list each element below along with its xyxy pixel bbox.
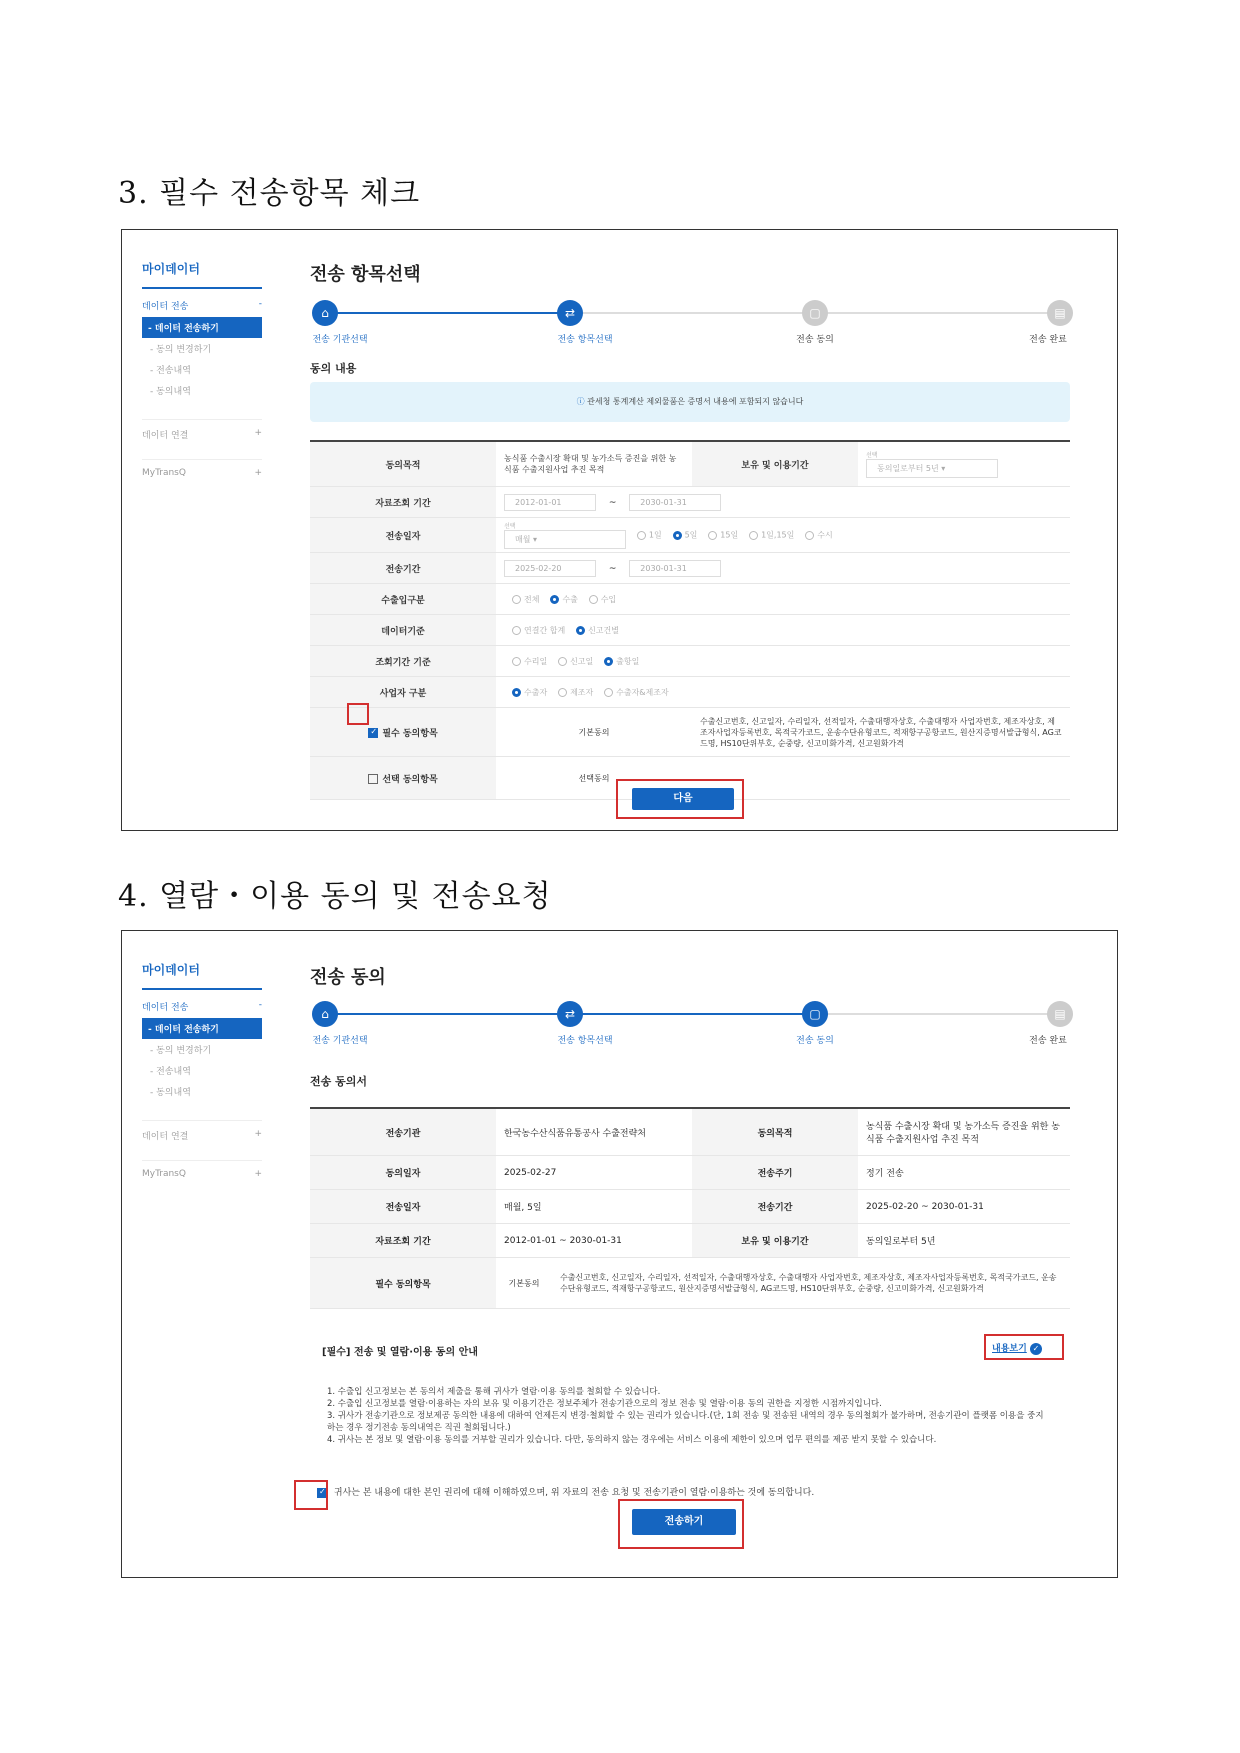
chevron-down-icon: ▾ [533, 535, 538, 544]
sidebar-item-transfer[interactable]: - 데이터 전송하기 [142, 317, 262, 338]
required-items-list: 수출신고번호, 신고일자, 수리일자, 선적일자, 수출대행자상호, 수출대행자 사업자번호, 제조자상호, 제조자사업자등록번호, 목적국가코드, 운송수단유형코드, 적재항구공항코드, 원산지증명서발급형식, AG코드명, HS10단위부호, 순중량, 신고미화가격, 신고원화가격 [692, 708, 1070, 757]
org-value: 한국농수산식품유통공사 수출전략처 [496, 1108, 692, 1156]
purpose-label: 동의목적 [310, 441, 496, 487]
agreement-item: 3. 귀사가 전송기관으로 정보제공 동의한 내용에 대하여 언제든지 변경·철회할 수 있는 권리가 있습니다.(단, 1회 전송 및 전송된 내역의 경우 동의철회가 불가하며, 전송기관이 플랫폼 이용을 중지하는 경우 정기전송 동의내역은 직권 철회됩니다.) [327, 1411, 1044, 1433]
step-label-consent: 전송 동의 [796, 1036, 834, 1046]
send-date-label: 전송일자 [310, 1190, 496, 1224]
period-to-input[interactable]: 2030-01-31 [629, 560, 721, 577]
step-label-institution: 전송 기관선택 [312, 1036, 368, 1046]
radio-qbase-report[interactable] [558, 657, 567, 666]
step-label-complete: 전송 완료 [1029, 335, 1067, 345]
query-period-value: 2012-01-01 ~ 2030-01-31 [496, 1224, 692, 1258]
required-type: 기본동의 [508, 1278, 540, 1288]
radio-biz-both[interactable] [604, 688, 613, 697]
shuffle-icon: ⇄ [557, 300, 583, 326]
sidebar-item-consent-history[interactable]: - 동의내역 [150, 1088, 191, 1098]
agreement-item: 4. 귀사는 본 정보 및 열람·이용 동의를 거부할 권리가 있습니다. 다만, 동의하지 않는 경우에는 서비스 이용에 제한이 있으며 업무 편의를 제공 받지 못할 수 있습니다. [327, 1435, 937, 1445]
send-button[interactable]: 전송하기 [632, 1509, 736, 1535]
highlight-view-more [984, 1334, 1064, 1360]
notice-banner [310, 382, 1070, 422]
screenshot-frame-step4 [121, 930, 1118, 1578]
optional-type: 선택동의 [496, 757, 692, 800]
required-items-list: 수출신고번호, 신고일자, 수리일자, 선적일자, 수출대행자상호, 수출대행자 사업자번호, 제조자상호, 제조자사업자등록번호, 목적국가코드, 운송수단유형코드, 적재항구공항코드, 원산지증명서발급형식, AG코드명, HS10단위부호, 순중량, 신고미화가격, 신고원화가격 [560, 1273, 1057, 1293]
sidebar-title: 마이데이터 [142, 961, 262, 990]
sidebar-section-data-transfer[interactable]: 데이터 전송 - [142, 1000, 262, 1013]
query-to-input[interactable]: 2030-01-31 [629, 494, 721, 511]
radio-day-15[interactable] [708, 531, 717, 540]
cycle-label: 전송주기 [692, 1156, 858, 1190]
send-period-value: 2025-02-20 ~ 2030-01-31 [858, 1190, 1070, 1224]
radio-io-export[interactable] [550, 595, 559, 604]
section-4-heading: 4. 열람・이용 동의 및 전송요청 [118, 879, 552, 914]
radio-day-1-15[interactable] [749, 531, 758, 540]
required-type: 기본동의 [496, 708, 692, 757]
required-items-cell [310, 708, 496, 757]
required-items-label: 필수 동의항목 [310, 1258, 496, 1309]
progress-stepper [310, 300, 1070, 345]
check-circle-icon: ✓ [1030, 1343, 1042, 1355]
agreement-list [327, 1386, 1047, 1446]
retention-value: 동의일로부터 5년 [858, 1224, 1070, 1258]
section-3-heading: 3. 필수 전송항목 체크 [118, 176, 421, 211]
highlight-next-button [616, 779, 744, 819]
agreement-title: [필수] 전송 및 열람·이용 동의 안내 [322, 1347, 478, 1358]
highlight-required-checkbox [347, 703, 369, 725]
sidebar-item-data-link[interactable]: 데이터 연결 + [142, 419, 262, 441]
query-basis-label: 조회기간 기준 [310, 646, 496, 677]
view-more-link[interactable]: 내용보기 ✓ [992, 1341, 1042, 1355]
tilde: ~ [608, 563, 617, 574]
purpose-label: 동의목적 [692, 1108, 858, 1156]
query-period-label: 자료조회 기간 [310, 487, 496, 518]
consent-content-title: 동의 내용 [310, 362, 357, 375]
send-period-label: 전송기간 [692, 1190, 858, 1224]
step-label-items: 전송 항목선택 [557, 335, 613, 345]
purpose-value: 농식품 수출시장 확대 및 농가소득 증진을 위한 농식품 수출지원사업 추진 목적 [858, 1108, 1070, 1156]
sidebar-item-data-link[interactable]: 데이터 연결 + [142, 1120, 262, 1142]
notice-text: 관세청 통계계산 제외물품은 증명서 내용에 포함되지 않습니다 [587, 397, 804, 406]
radio-biz-maker[interactable] [558, 688, 567, 697]
retention-label: 보유 및 이용기간 [692, 1224, 858, 1258]
cycle-value: 정기 전송 [858, 1156, 1070, 1190]
org-label: 전송기관 [310, 1108, 496, 1156]
page-title: 전송 동의 [310, 967, 386, 988]
sidebar-title: 마이데이터 [142, 260, 262, 289]
radio-day-5[interactable] [673, 531, 682, 540]
highlight-send-button [618, 1499, 744, 1549]
sidebar-item-transfer-history[interactable]: - 전송내역 [150, 1067, 191, 1077]
highlight-consent-checkbox [294, 1480, 328, 1510]
step-label-complete: 전송 완료 [1029, 1036, 1067, 1046]
consent-row [317, 1485, 814, 1498]
radio-data-per-report[interactable] [576, 626, 585, 635]
consent-text: 귀사는 본 내용에 대한 본인 권리에 대해 이해하였으며, 위 자료의 전송 요청 및 전송기관이 열람·이용하는 것에 동의합니다. [333, 1488, 815, 1498]
radio-io-all[interactable] [512, 595, 521, 604]
shuffle-icon: ⇄ [557, 1001, 583, 1027]
screenshot-frame-step3 [121, 229, 1118, 831]
radio-qbase-departure[interactable] [604, 657, 613, 666]
sidebar [142, 961, 262, 1179]
sidebar-item-transfer[interactable]: - 데이터 전송하기 [142, 1018, 262, 1039]
retention-label: 보유 및 이용기간 [692, 441, 858, 487]
optional-items-checkbox[interactable] [368, 774, 378, 784]
radio-io-import[interactable] [589, 595, 598, 604]
consent-form-table: 동의목적 농식품 수출시장 확대 및 농가소득 증진을 위한 농식품 수출지원사업 추진 목적 보유 및 이용기간 선택 동의일로부터 5년 ▾ 자료조회 기간 2012-01-01 ~ 2030-01-31 전송일자 선택 매월 ▾ 1일 5일 15일 1일,15일 수시 전송기간 2025-02-20 ~ 2030-01-31 수출입구분 전체 수출 수입 데이터기준 연결간 합계 신고건별 조회기간 기준 수리일 신고일 출항일 사업자 구분 수출자 제조자 수출자&제조자 ✓필수 동의항목 기본동의 수출신고번호, 신고일자, 수리일자, 선적일자, 수출대행자상호, 수출대행자 사업자번호, 제조자상호, 제조자사업자등록번호, 목적국가코드, 운송수단유형코드, 적재항구공항코드, 원산지증명서발급형식, AG코드명, HS10단위부호, 순중량, 신고미화가격, 신고원화가격 선택 동의항목 선택동의 [310, 440, 1070, 800]
period-from-input[interactable]: 2025-02-20 [504, 560, 596, 577]
info-icon: ⓘ [576, 397, 588, 406]
business-type-label: 사업자 구분 [310, 677, 496, 708]
step-label-items: 전송 항목선택 [557, 1036, 613, 1046]
send-date-select[interactable]: 매월 ▾ [504, 530, 626, 549]
agree-date-label: 동의일자 [310, 1156, 496, 1190]
consent-summary-table [310, 1107, 1070, 1309]
radio-data-sum[interactable] [512, 626, 521, 635]
import-export-label: 수출입구분 [310, 584, 496, 615]
data-basis-label: 데이터기준 [310, 615, 496, 646]
radio-biz-exporter[interactable] [512, 688, 521, 697]
query-from-input[interactable]: 2012-01-01 [504, 494, 596, 511]
step-label-institution: 전송 기관선택 [312, 335, 368, 345]
agreement-item: 1. 수출입 신고정보는 본 동의서 제출을 통해 귀사가 열람·이용 동의를 철회할 수 있습니다. [327, 1387, 661, 1397]
agree-date-value: 2025-02-27 [496, 1156, 692, 1190]
send-date-value: 매월, 5일 [496, 1190, 692, 1224]
send-period-label: 전송기간 [310, 553, 496, 584]
required-items-label: 필수 동의항목 [382, 728, 438, 739]
institution-icon: ⌂ [312, 1001, 338, 1027]
send-date-hint: 선택 [504, 523, 516, 530]
optional-items-cell [310, 757, 496, 800]
document-icon: ▤ [1047, 1001, 1073, 1027]
document-icon: ▤ [1047, 300, 1073, 326]
purpose-value: 농식품 수출시장 확대 및 농가소득 증진을 위한 농식품 수출지원사업 추진 목적 [496, 441, 692, 487]
consent-form-title: 전송 동의서 [310, 1075, 367, 1088]
calendar-icon: ▢ [802, 300, 828, 326]
optional-items-label: 선택 동의항목 [382, 774, 438, 785]
retention-select[interactable]: 동의일로부터 5년 ▾ [866, 459, 998, 478]
sidebar [142, 260, 262, 478]
required-items-checkbox[interactable] [368, 728, 378, 738]
calendar-icon: ▢ [802, 1001, 828, 1027]
send-date-label: 전송일자 [310, 518, 496, 553]
sidebar-item-mytransq[interactable]: MyTransQ + [142, 1160, 262, 1179]
sidebar-item-consent-history[interactable]: - 동의내역 [150, 387, 191, 397]
radio-anytime[interactable] [805, 531, 814, 540]
step-label-consent: 전송 동의 [796, 335, 834, 345]
next-button[interactable]: 다음 [632, 788, 734, 810]
progress-stepper [310, 1001, 1070, 1046]
sidebar-item-consent-change[interactable]: - 동의 변경하기 [150, 1046, 212, 1056]
retention-hint: 선택 [866, 452, 878, 459]
page-title: 전송 항목선택 [310, 264, 421, 285]
chevron-down-icon: ▾ [941, 464, 946, 473]
radio-qbase-accept[interactable] [512, 657, 521, 666]
sidebar-item-consent-change[interactable]: - 동의 변경하기 [150, 345, 212, 355]
sidebar-item-transfer-history[interactable]: - 전송내역 [150, 366, 191, 376]
tilde: ~ [608, 497, 617, 508]
institution-icon: ⌂ [312, 300, 338, 326]
sidebar-section-data-transfer[interactable]: 데이터 전송 - [142, 299, 262, 312]
query-period-label: 자료조회 기간 [310, 1224, 496, 1258]
agreement-item: 2. 수출입 신고정보를 열람·이용하는 자의 보유 및 이용기간은 정보주체가 전송기관으로의 정보 전송 및 열람·이용 동의 권한을 지정한 시점까지입니다. [327, 1399, 882, 1409]
sidebar-item-mytransq[interactable]: MyTransQ + [142, 459, 262, 478]
radio-day-1[interactable] [637, 531, 646, 540]
